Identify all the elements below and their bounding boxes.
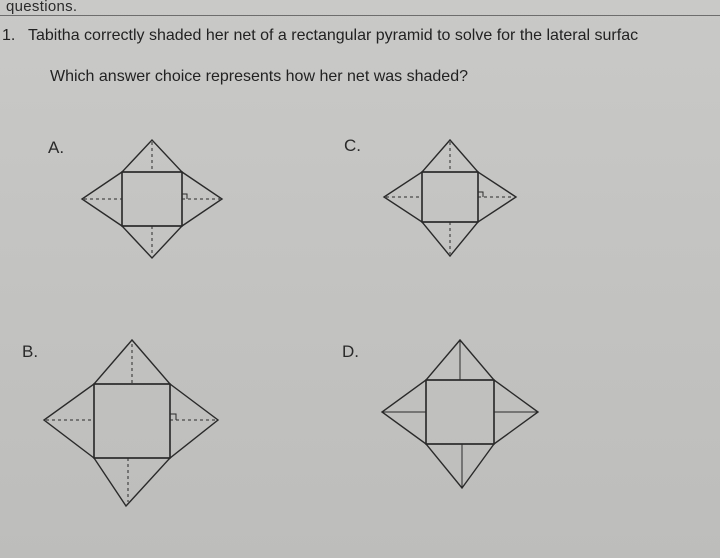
choice-b-bottom-triangle [94,458,170,506]
choice-a-net[interactable] [78,132,226,266]
choice-a-base [122,172,182,226]
choice-c-bottom-triangle [422,222,478,256]
choice-b-label[interactable]: B. [22,342,39,361]
question-number: 1. [2,27,16,44]
question-prompt: Which answer choice represents how her net was shaded? [50,68,468,85]
choice-a-label[interactable]: A. [48,138,65,157]
choice-c-base [422,172,478,222]
header-rule [0,15,720,16]
choice-c-net[interactable] [380,136,520,262]
question-text: Tabitha correctly shaded her net of a rectangular pyramid to solve for the lateral surfac [28,27,639,44]
choice-d-label[interactable]: D. [342,342,359,361]
choice-c-label[interactable]: C. [344,136,361,155]
choice-b-right-triangle [170,384,218,458]
choice-d-base [426,380,494,444]
choice-b-net[interactable] [40,336,222,512]
choice-b-left-triangle [44,384,94,458]
choice-a-bottom-triangle [122,226,182,258]
choice-d-net[interactable] [378,336,544,492]
header-text: questions. [6,0,78,15]
choice-d-bottom-triangle [426,444,494,488]
choice-b-base [94,384,170,458]
